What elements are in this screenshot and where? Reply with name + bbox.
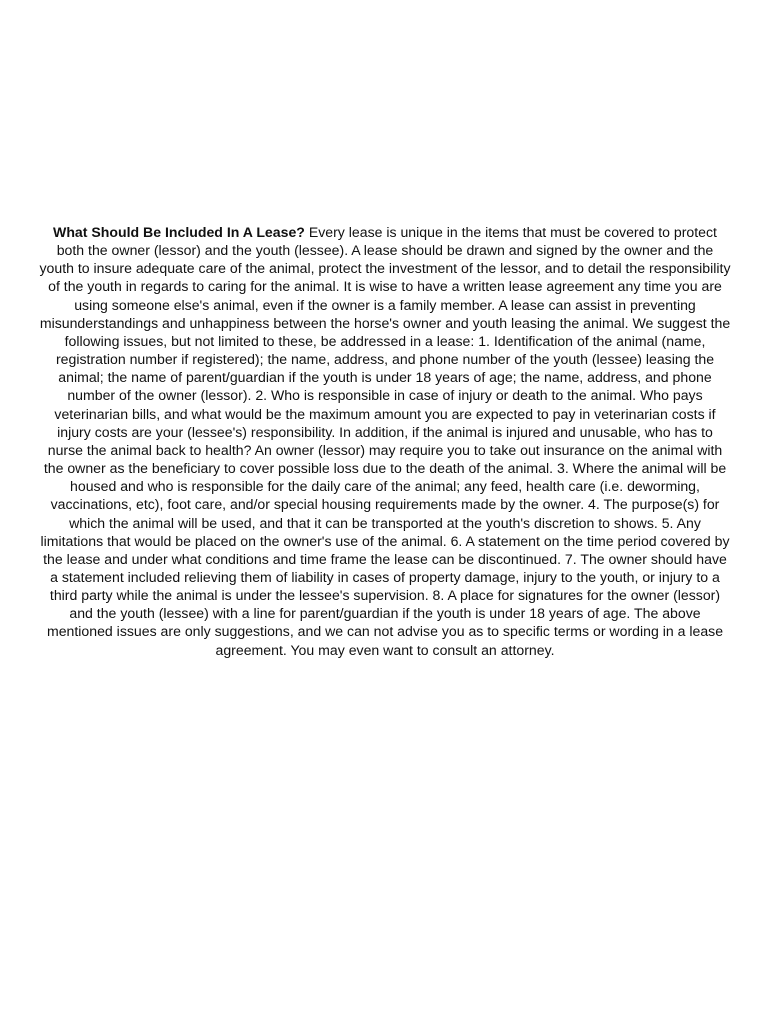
document-body-text: Every lease is unique in the items that must be covered to protect both the owner (lessor) and the youth (lessee). A lease should be drawn and signed by the owner and the youth to insure adequate care of the animal, protect the investment of the lessor, and to detail the responsibility of the youth in regards to caring for the animal. It is wise to have a written lease agreement any time you are using someone else's animal, even if the owner is a family member. A lease can assist in preventing misunderstandings and unhappiness between the horse's owner and youth leasing the animal. We suggest the following issues, but not limited to these, be addressed in a lease: 1. Identification of the animal (name, registration number if registered); the name, address, and phone number of the youth (lessee) leasing the animal; the name of parent/guardian if the youth is under 18 years of age; the name, address, and phone number of the owner (lessor). 2. Who is responsible in case of injury or death to the animal. Who pays veterinarian bills, and what would be the maximum amount you are expected to pay in veterinarian costs if injury costs are your (lessee's) responsibility. In addition, if the animal is injured and unusable, who has to nurse the animal back to health? An owner (lessor) may require you to take out insurance on the animal with the owner as the beneficiary to cover possible loss due to the death of the animal. 3. Where the animal will be housed and who is responsible for the daily care of the animal; any feed, health care (i.e. deworming, vaccinations, etc), foot care, and/or special housing requirements made by the owner. 4. The purpose(s) for which the animal will be used, and that it can be transported at the youth's discretion to shows. 5. Any limitations that would be placed on the owner's use of the animal. 6. A statement on the time period covered by the lease and under what conditions and time frame the lease can be discontinued. 7. The owner should have a statement included relieving them of liability in cases of property damage, injury to the youth, or injury to a third party while the animal is under the lessee's supervision. 8. A place for signatures for the owner (lessor) and the youth (lessee) with a line for parent/guardian if the youth is under 18 years of age. The above mentioned issues are only suggestions, and we can not advise you as to specific terms or wording in a lease agreement. You may even want to consult an attorney. (39, 224, 731, 658)
document-heading: What Should Be Included In A Lease? (53, 224, 305, 240)
document-paragraph (38, 223, 732, 659)
